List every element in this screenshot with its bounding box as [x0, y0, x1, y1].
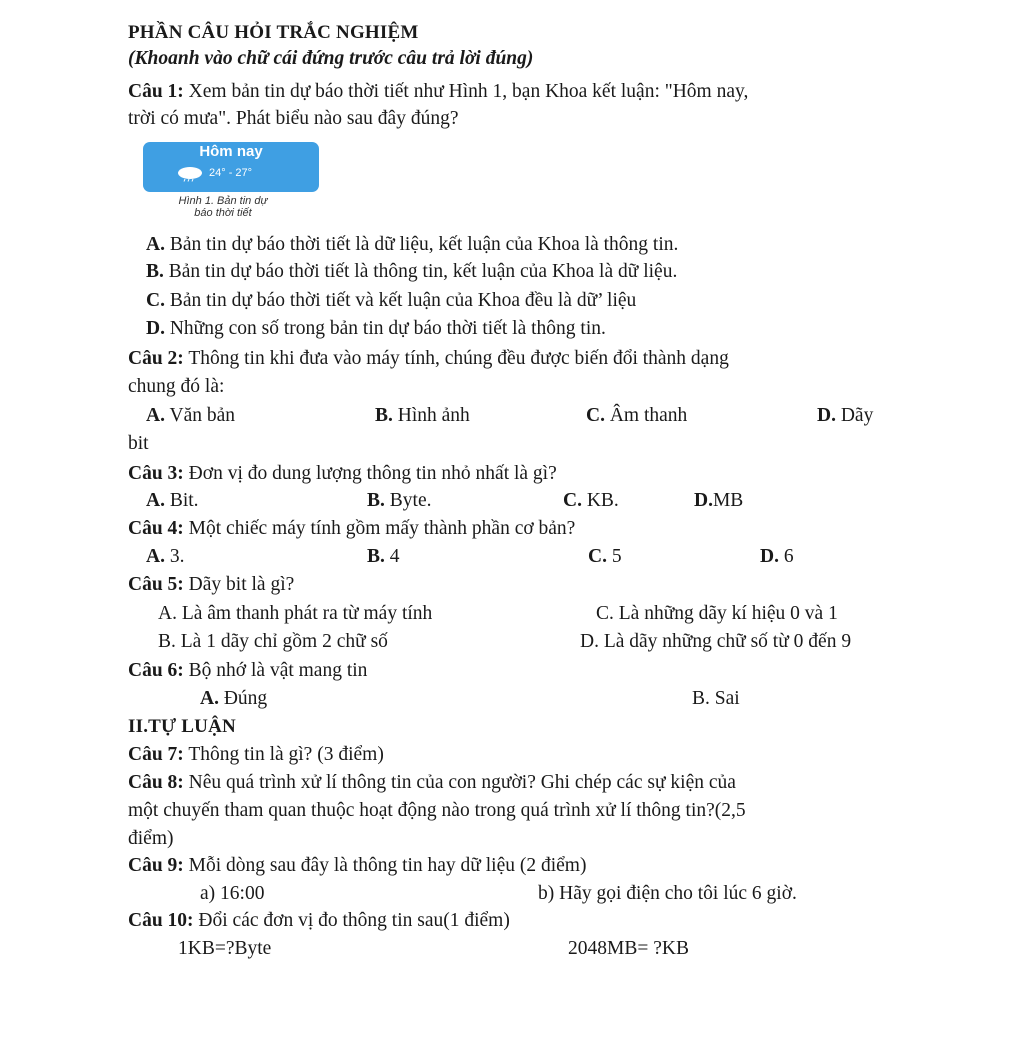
q1-option-a[interactable] — [146, 232, 678, 258]
q5-label: Câu 5: — [128, 574, 184, 595]
option-text: Những con số trong bản tin dự báo thời tiết là thông tin. — [164, 318, 606, 339]
q1-stem-line2: trời có mưa". Phát biểu nào sau đây đúng? — [128, 108, 459, 129]
weather-forecast-card — [143, 142, 319, 192]
q3-text: Đơn vị đo dung lượng thông tin nhỏ nhất là gì? — [183, 463, 557, 484]
q6-label: Câu 6: — [128, 660, 184, 681]
q10-label: Câu 10: — [128, 910, 194, 931]
q4-text: Một chiếc máy tính gồm mấy thành phần cơ bản? — [183, 518, 576, 539]
q4-option-b[interactable] — [367, 544, 400, 570]
q6-text: Bộ nhớ là vật mang tin — [183, 660, 368, 681]
q1-option-c[interactable] — [146, 288, 636, 314]
option-text: Bit. — [164, 490, 199, 511]
option-text: 5 — [606, 546, 622, 567]
q2-label: Câu 2: — [128, 348, 184, 369]
option-key: C. — [563, 490, 582, 511]
option-text: Byte. — [384, 490, 432, 511]
q2-stem-line1 — [128, 346, 729, 372]
q10-text: Đổi các đơn vị đo thông tin sau(1 điểm) — [193, 910, 510, 931]
figure-caption-line1: Hình 1. Bản tin dự — [178, 195, 268, 207]
option-key: A. — [146, 490, 165, 511]
figure-caption — [143, 195, 303, 219]
option-key: C. — [146, 290, 165, 311]
q8-stem-line1 — [128, 770, 736, 796]
q5-option-c[interactable]: C. Là những dãy kí hiệu 0 và 1 — [596, 603, 838, 624]
q8-stem-line2: một chuyến tham quan thuộc hoạt động nào trong quá trình xử lí thông tin?(2,5 — [128, 800, 746, 821]
q8-label: Câu 8: — [128, 772, 184, 793]
option-key: A. — [146, 546, 165, 567]
q3-option-b[interactable] — [367, 488, 431, 514]
q3-option-c[interactable] — [563, 488, 619, 514]
q1-label: Câu 1: — [128, 81, 184, 102]
weather-card-title: Hôm nay — [199, 143, 263, 160]
q4-option-d[interactable] — [760, 544, 794, 570]
q5-stem — [128, 572, 294, 598]
q4-label: Câu 4: — [128, 518, 184, 539]
option-key: D. — [760, 546, 779, 567]
option-key: B. — [375, 405, 393, 426]
q7-stem — [128, 742, 384, 768]
q3-stem — [128, 461, 557, 487]
q4-option-a[interactable] — [146, 544, 184, 570]
q9-item-a: a) 16:00 — [200, 883, 265, 904]
option-text: Hình ảnh — [392, 405, 470, 426]
q1-text: Xem bản tin dự báo thời tiết như Hình 1, bạn Khoa kết luận: "Hôm nay, — [183, 81, 749, 102]
q4-stem — [128, 516, 575, 542]
q2-option-d-wrap: bit — [128, 433, 149, 454]
q9-label: Câu 9: — [128, 855, 184, 876]
q2-option-c[interactable] — [586, 403, 687, 429]
option-key: D. — [694, 490, 713, 511]
q5-option-a[interactable]: A. Là âm thanh phát ra từ máy tính — [158, 603, 433, 624]
option-text: 6 — [778, 546, 794, 567]
option-text: MB — [712, 490, 744, 511]
q3-label: Câu 3: — [128, 463, 184, 484]
option-text: Bản tin dự báo thời tiết và kết luận của Khoa đều là dữ’ liệu — [164, 290, 637, 311]
option-key: A. — [146, 234, 165, 255]
q2-stem-line2: chung đó là: — [128, 376, 225, 397]
option-text: 4 — [384, 546, 400, 567]
option-text: Dãy — [835, 405, 874, 426]
q9-stem — [128, 853, 586, 879]
option-key: B. — [367, 490, 385, 511]
q3-option-d[interactable] — [694, 488, 743, 514]
q10-item2: 2048MB= ?KB — [568, 938, 689, 959]
option-text: Bản tin dự báo thời tiết là thông tin, kết luận của Khoa là dữ liệu. — [163, 261, 678, 282]
option-key: C. — [588, 546, 607, 567]
q5-text: Dãy bit là gì? — [183, 574, 295, 595]
option-key: B. — [367, 546, 385, 567]
option-key: C. — [586, 405, 605, 426]
option-text: Bản tin dự báo thời tiết là dữ liệu, kết luận của Khoa là thông tin. — [164, 234, 679, 255]
option-text: 3. — [164, 546, 185, 567]
option-key: D. — [817, 405, 836, 426]
option-key: A. — [146, 405, 165, 426]
option-key: D. — [146, 318, 165, 339]
q9-item-b: b) Hãy gọi điện cho tôi lúc 6 giờ. — [538, 883, 797, 904]
q2-option-d[interactable] — [817, 403, 873, 429]
q6-stem — [128, 658, 367, 684]
q6-option-a[interactable] — [200, 686, 267, 712]
option-text: KB. — [581, 490, 619, 511]
weather-temperature: 24° - 27° — [209, 167, 253, 179]
section-title-multiple-choice: PHẦN CÂU HỎI TRẮC NGHIỆM — [128, 22, 419, 43]
figure-caption-line2: báo thời tiết — [194, 207, 252, 219]
q2-option-a[interactable] — [146, 403, 235, 429]
q1-stem-line1 — [128, 79, 748, 105]
q1-option-d[interactable] — [146, 316, 606, 342]
q8-stem-line3: điểm) — [128, 828, 174, 849]
q10-item1: 1KB=?Byte — [178, 938, 272, 959]
option-text: Đúng — [218, 688, 268, 709]
q5-option-d[interactable]: D. Là dãy những chữ số từ 0 đến 9 — [580, 631, 852, 652]
q2-option-b[interactable] — [375, 403, 470, 429]
option-text: Văn bản — [164, 405, 236, 426]
option-key: A. — [200, 688, 219, 709]
q6-option-b[interactable]: B. Sai — [692, 688, 740, 709]
q3-option-a[interactable] — [146, 488, 199, 514]
instruction: (Khoanh vào chữ cái đứng trước câu trả lời đúng) — [128, 48, 534, 69]
q10-stem — [128, 908, 510, 934]
rain-cloud-icon — [177, 166, 203, 182]
option-text: Âm thanh — [604, 405, 688, 426]
section-title-essay: II.TỰ LUẬN — [128, 716, 236, 737]
option-key: B. — [146, 261, 164, 282]
q2-text: Thông tin khi đưa vào máy tính, chúng đều được biến đổi thành dạng — [183, 348, 729, 369]
q8-text: Nêu quá trình xử lí thông tin của con người? Ghi chép các sự kiện của — [183, 772, 736, 793]
q5-option-b[interactable]: B. Là 1 dãy chỉ gồm 2 chữ số — [158, 631, 388, 652]
q7-label: Câu 7: — [128, 744, 184, 765]
q7-text: Thông tin là gì? (3 điểm) — [183, 744, 384, 765]
q9-text: Mỗi dòng sau đây là thông tin hay dữ liệu (2 điểm) — [183, 855, 587, 876]
q4-option-c[interactable] — [588, 544, 622, 570]
q1-option-b[interactable] — [146, 259, 677, 285]
